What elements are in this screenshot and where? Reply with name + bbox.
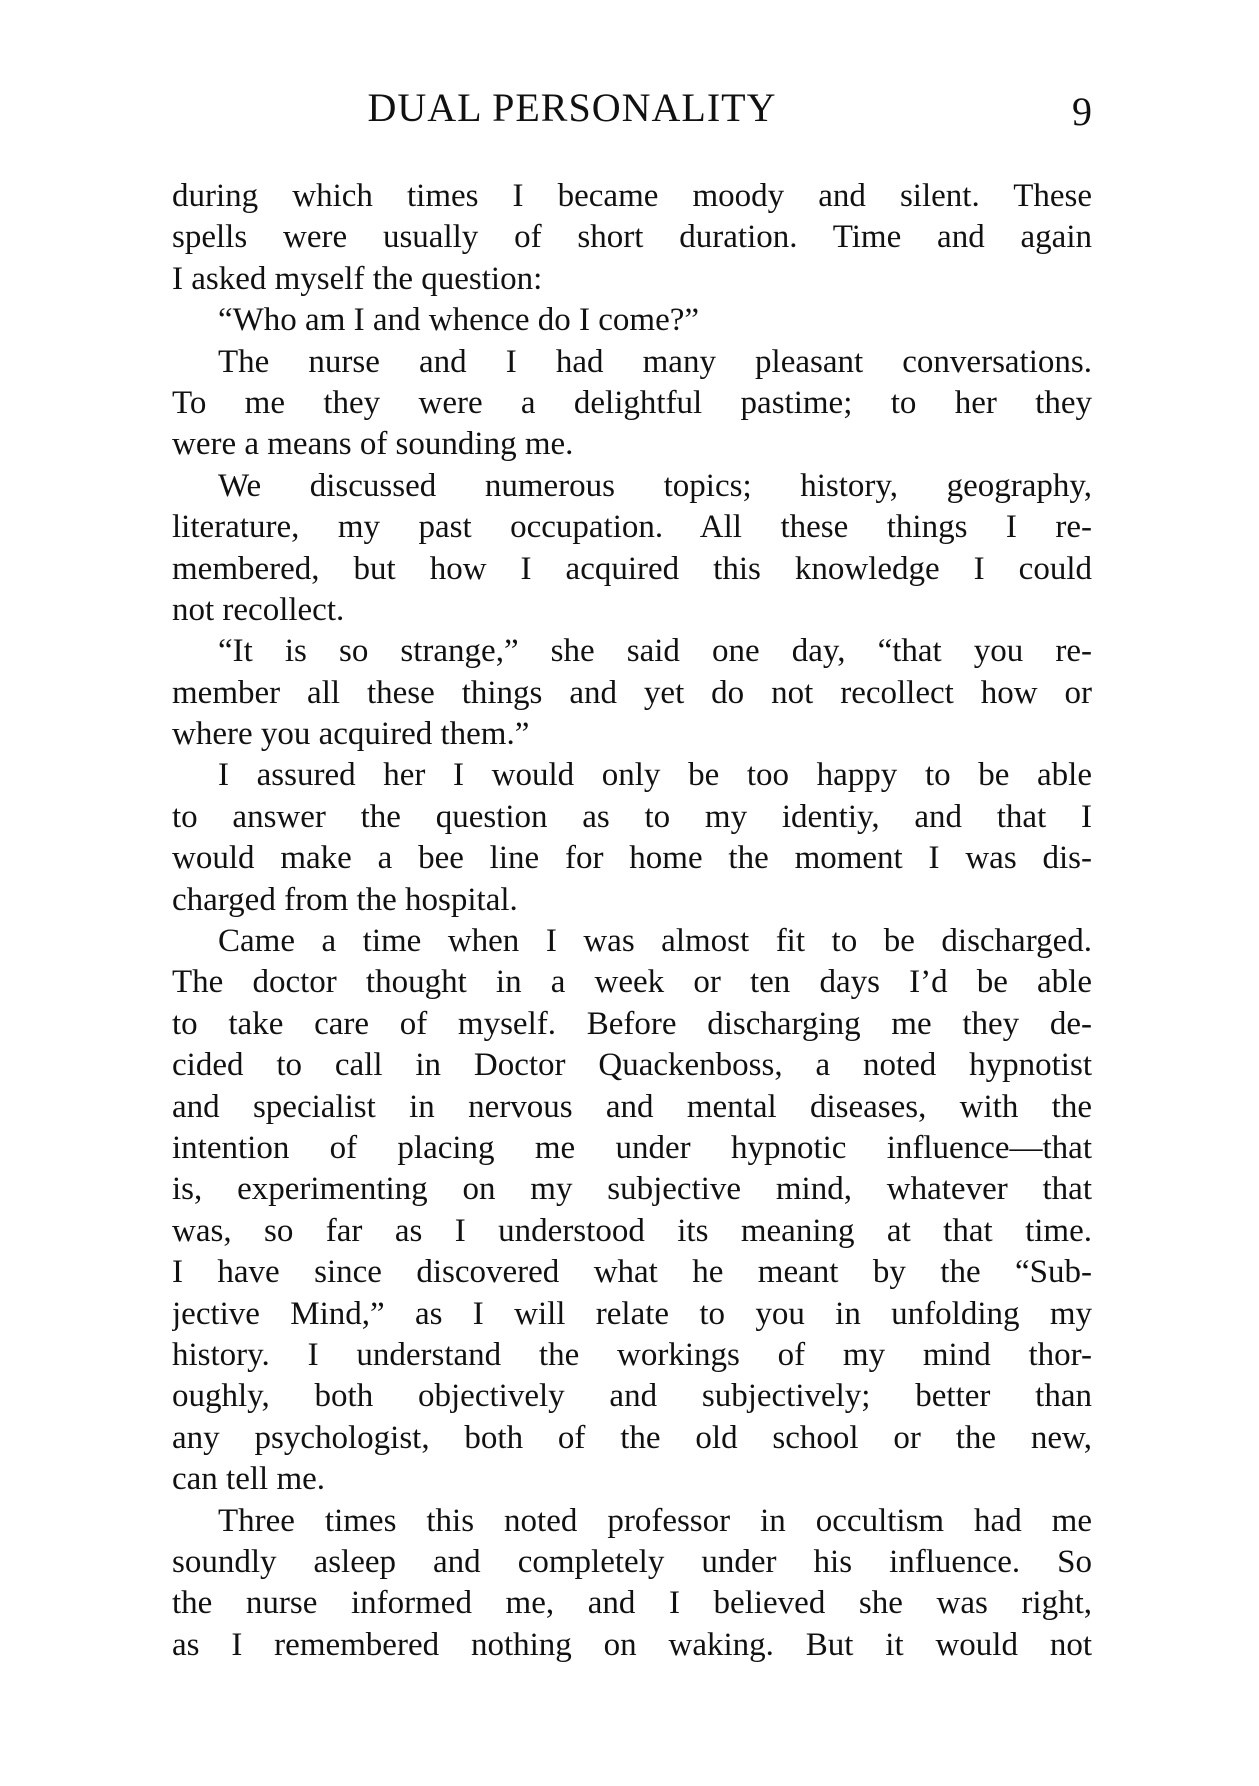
body-text [172,176,1092,1666]
text-line: during which times I became moody and silent. These [172,178,1092,214]
text-line: spells were usually of short duration. Time and again [172,219,1092,256]
text-line: and specialist in nervous and mental diseases, with the [172,1088,1092,1125]
text-line: I have since discovered what he meant by the “Sub- [172,1254,1092,1291]
text-line: The nurse and I had many pleasant conversations. [218,343,1092,380]
text-line: is, experimenting on my subjective mind, whatever that [172,1171,1092,1208]
text-line: would make a bee line for home the moment I was dis- [172,840,1092,877]
running-title: DUAL PERSONALITY [367,85,777,130]
text-line: intention of placing me under hypnotic influence—that [172,1129,1092,1166]
text-line: to take care of myself. Before discharging me they de- [172,1005,1092,1042]
text-line: soundly asleep and completely under his influence. So [172,1543,1092,1580]
page-number: 9 [1072,89,1092,134]
text-line: to answer the question as to my identiy, and that I [172,798,1092,835]
text-line: member all these things and yet do not recollect how or [172,674,1092,711]
text-line: any psychologist, both of the old school or the new, [172,1419,1092,1456]
running-head [172,84,1092,132]
text-line: not recollect. [172,591,345,628]
text-line: where you acquired them.” [172,716,530,753]
text-line: the nurse informed me, and I believed she was right, [172,1585,1092,1622]
text-line: jective Mind,” as I will relate to you in unfolding my [172,1295,1092,1332]
text-line: We discussed numerous topics; history, geography, [218,467,1092,504]
text-line: can tell me. [172,1461,326,1498]
text-line: history. I understand the workings of my mind thor- [172,1336,1092,1373]
text-line: I asked myself the question: [172,260,543,297]
text-line: “Who am I and whence do I come?” [218,302,700,339]
text-line: charged from the hospital. [172,881,518,918]
text-line: cided to call in Doctor Quackenboss, a noted hypnotist [172,1047,1092,1084]
text-line: literature, my past occupation. All these things I re- [172,509,1092,546]
text-line: I assured her I would only be too happy to be able [218,757,1092,794]
text-line: as I remembered nothing on waking. But it would not [172,1626,1092,1663]
text-line: was, so far as I understood its meaning at that time. [172,1212,1092,1249]
text-line: oughly, both objectively and subjectively; better than [172,1378,1092,1415]
text-line: The doctor thought in a week or ten days I’d be able [172,964,1092,1001]
text-line: “It is so strange,” she said one day, “that you re- [218,633,1092,670]
text-line: Three times this noted professor in occultism had me [218,1502,1092,1539]
text-line: were a means of sounding me. [172,426,574,463]
text-line: Came a time when I was almost fit to be discharged. [218,923,1092,960]
text-line: membered, but how I acquired this knowledge I could [172,550,1092,587]
text-line: To me they were a delightful pastime; to her they [172,384,1092,421]
